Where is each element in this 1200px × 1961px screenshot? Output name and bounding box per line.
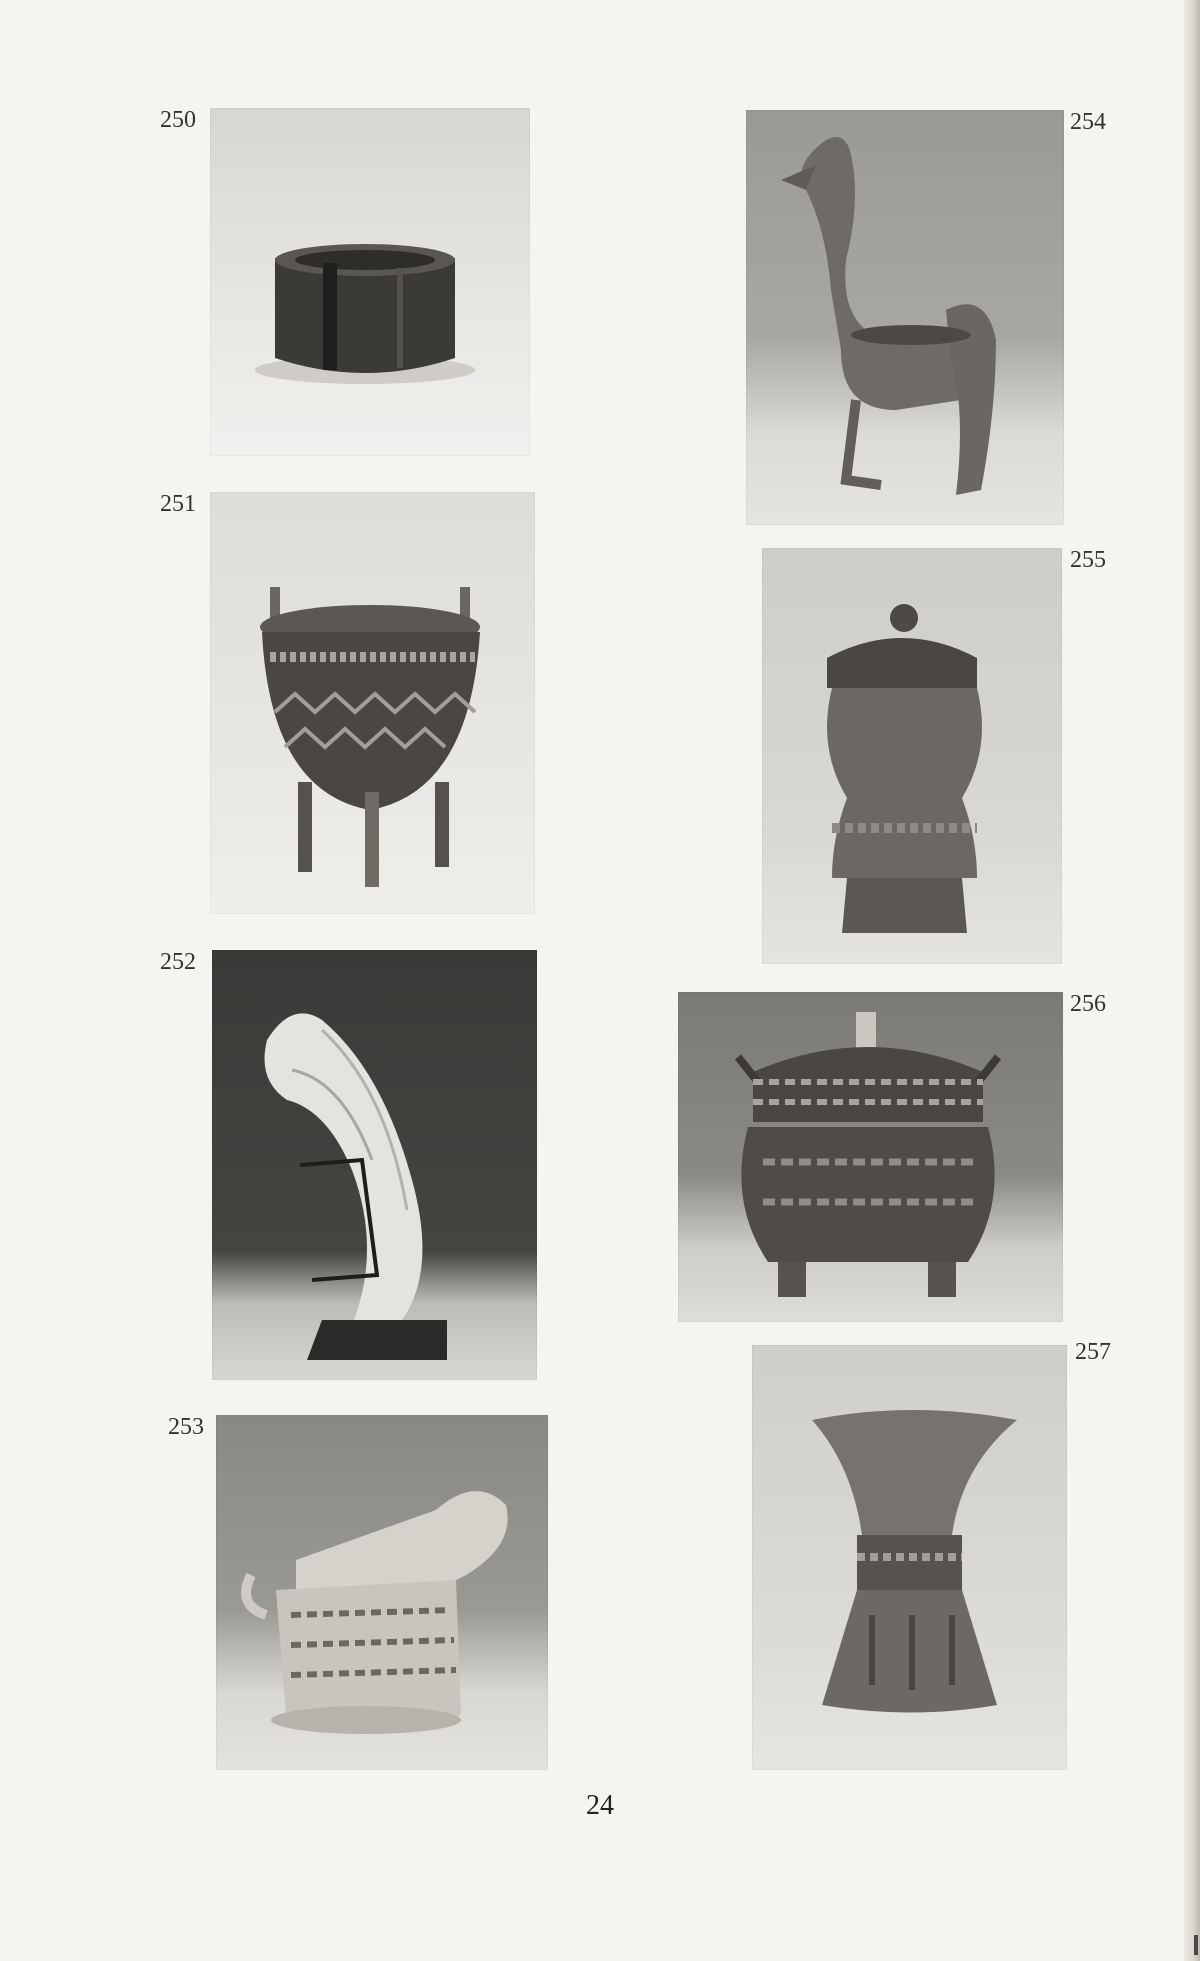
lot-number-252: 252: [160, 949, 196, 975]
page-number: 24: [586, 1790, 614, 1821]
lot-number-250: 250: [160, 107, 196, 133]
plate-250-photo: [210, 108, 530, 456]
spine-mark: [1194, 1935, 1198, 1955]
plate-252-photo: [212, 950, 537, 1380]
lot-number-251: 251: [160, 491, 196, 517]
lot-number-254: 254: [1070, 109, 1106, 135]
plate-256-photo: [678, 992, 1063, 1322]
plate-255-photo: [762, 548, 1062, 964]
plate-257-photo: [752, 1345, 1067, 1770]
lot-number-253: 253: [168, 1414, 204, 1440]
book-spine-edge: [1184, 0, 1200, 1961]
lot-number-257: 257: [1075, 1339, 1111, 1365]
lot-number-256: 256: [1070, 991, 1106, 1017]
plate-251-photo: [210, 492, 535, 914]
plate-253-photo: [216, 1415, 548, 1770]
plate-254-photo: [746, 110, 1064, 525]
lot-number-255: 255: [1070, 547, 1106, 573]
